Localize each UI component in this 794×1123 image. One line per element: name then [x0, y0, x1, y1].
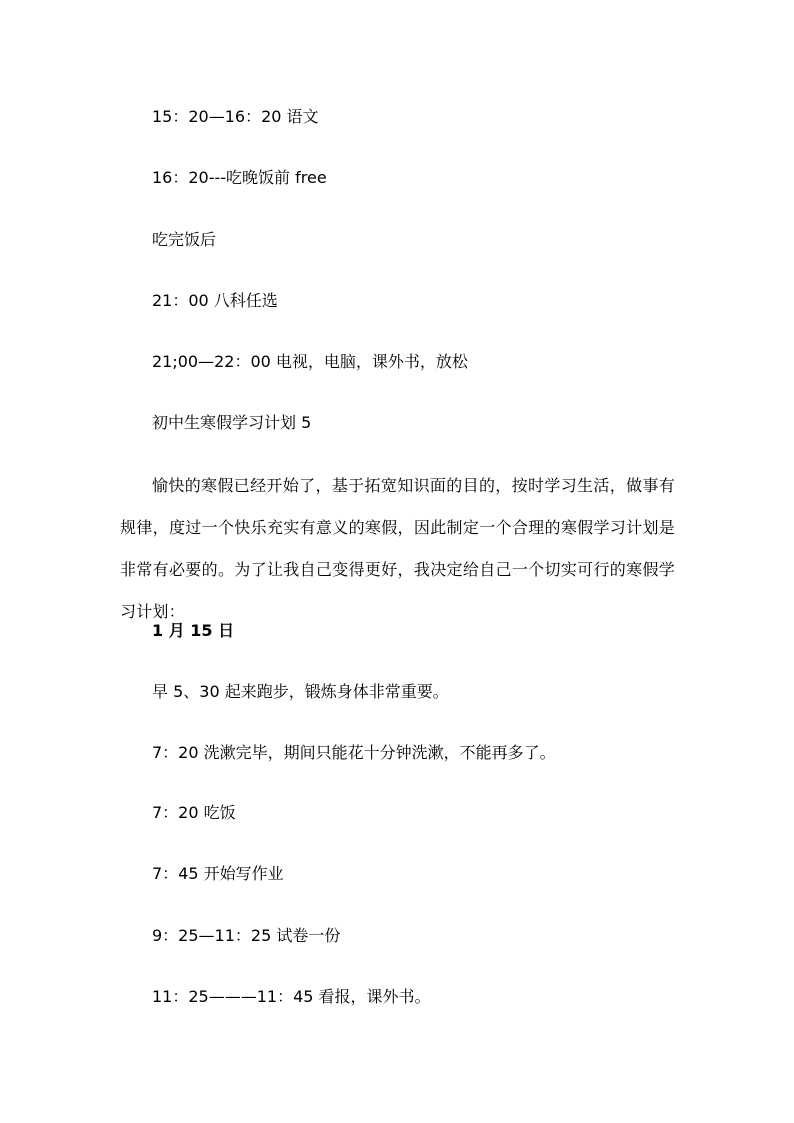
- section-title: 初中生寒假学习计划 5: [152, 413, 312, 432]
- schedule-item-wash: 7：20 洗漱完毕，期间只能花十分钟洗漱，不能再多了。: [152, 743, 556, 762]
- schedule-line-after-dinner: 吃完饭后: [152, 230, 217, 249]
- schedule-item-homework: 7：45 开始写作业: [152, 864, 284, 883]
- schedule-line-relax: 21;00—22：00 电视，电脑，课外书，放松: [152, 352, 468, 371]
- schedule-line-subject-choice: 21：00 八科任选: [152, 291, 278, 310]
- schedule-line-chinese: 15：20—16：20 语文: [152, 107, 319, 126]
- date-heading: 1 月 15 日: [152, 621, 235, 640]
- schedule-item-breakfast: 7：20 吃饭: [152, 803, 236, 822]
- schedule-line-free-time: 16：20---吃晚饭前 free: [152, 168, 327, 187]
- schedule-item-reading: 11：25———11：45 看报，课外书。: [152, 987, 431, 1006]
- schedule-item-test-paper: 9：25—11：25 试卷一份: [152, 926, 341, 945]
- intro-paragraph: 愉快的寒假已经开始了，基于拓宽知识面的目的，按时学习生活，做事有规律，度过一个快乐充实有意义的寒假，因此制定一个合理的寒假学习计划是非常有必要的。为了让我自己变得更好，我决定给自己一个切实可行的寒假学习计划：: [120, 476, 675, 621]
- schedule-item-morning-run: 早 5、30 起来跑步，锻炼身体非常重要。: [152, 682, 449, 701]
